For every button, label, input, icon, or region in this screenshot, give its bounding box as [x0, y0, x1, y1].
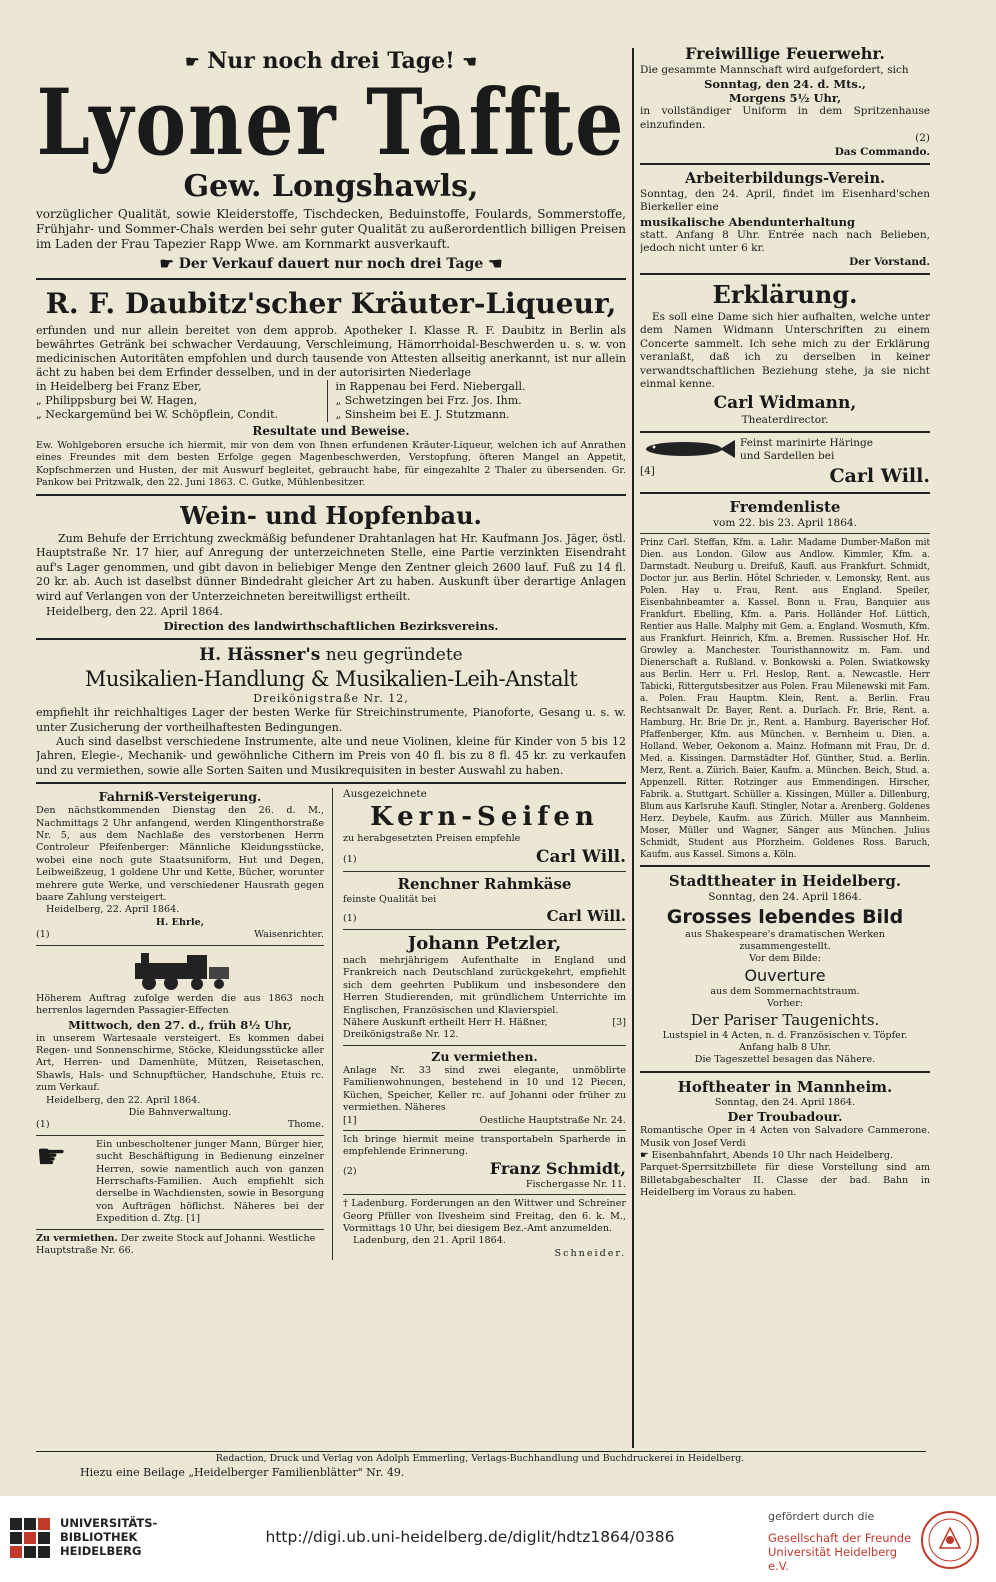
erklaerung-body: Es soll eine Dame sich hier aufhalten, welche unter dem Namen Widmann Unterschriften zu einem Concerte sammelt. Ich sehe mich zu der Erklärung veranlaßt, daß ich zu derselben in keiner verwandtschaftlichen Beziehung stehe, ja sie nicht einmal kenne. [640, 311, 930, 391]
vermiethen-small-body: Der zweite Stock auf Johanni. Westliche Hauptstraße Nr. 66. [36, 1232, 316, 1256]
sponsor-pre: gefördert durch die [768, 1510, 875, 1523]
erklaerung-ad [640, 279, 930, 427]
stadttheater-start: Anfang halb 8 Uhr. [739, 1041, 831, 1053]
liqueur-body: erfunden und nur allein bereitet von dem approb. Apotheker I. Klasse R. F. Daubitz in Berlin als bewährtes Getränk bei schwacher Verdauung, Verschleimung, Hämorrhoidal-Beschwerden u. s. w. von medicinischen Autoritäten empfohlen und durch tausende von Attesten allseitig anerkannt, ist nur allein ächt zu haben bei dem Erfinder desselben, und in der autorisirten Niederlage [36, 324, 626, 379]
depot-item: „ Philippsburg bei W. Hagen, [36, 394, 198, 407]
ad-number: (1) [343, 853, 357, 865]
wein-body: Zum Behufe der Errichtung zweckmäßig befundener Drahtanlagen hat Hr. Kaufmann Jos. Jäger, östl. Hauptstraße Nr. 17 hier, auf Anregung der unterzeichneten Stelle, eine Partie verzinkten Eisendraht auf's Lager genommen, und gibt davon in beliebiger Menge den Zentner gleich 2600 lauf. Fuß zu 14 fl. 20 kr. ab. Auch ist daselbst dünner Bindedraht gleicher Art zu haben. Auskunft über derartige Anlagen wird auf Verlangen von der Unterzeichneten bereitwilligst ertheilt. [36, 531, 626, 603]
feuerwehr-signer: Das Commando. [834, 145, 930, 158]
pointing-hand-icon: ☛ [640, 1150, 652, 1161]
railway-signer: Die Bahnverwaltung. [128, 1106, 232, 1118]
wein-signature: Direction des landwirthschaftlichen Bezirksvereins. [163, 619, 499, 634]
petzler-info: Nähere Auskunft ertheilt Herr H. Häßner, Dreikönigstraße Nr. 12. [343, 1017, 548, 1041]
kernseife-title: Kern-Seifen [370, 802, 599, 833]
erklaerung-signer-title: Theaterdirector. [741, 413, 829, 426]
divider [36, 782, 626, 784]
taffte-title: Lyoner Taffte [36, 69, 626, 176]
divider [36, 945, 324, 946]
haessner-body1: empfiehlt ihr reichhaltiges Lager der besten Werke für Streichinstrumente, Pianoforte, Gesang u. s. w. unter Zusicherung der vortheilhaftesten Bedingungen. [36, 706, 626, 734]
erklaerung-title: Erklärung. [712, 280, 858, 310]
lower-right-col [333, 788, 626, 1260]
wein-ad [36, 500, 626, 635]
divider [640, 865, 930, 867]
feuerwehr-title: Freiwillige Feuerwehr. [685, 44, 885, 63]
haessner-name: H. Hässner's [199, 645, 321, 666]
fahrniss-body: Den nächstkommenden Dienstag den 26. d. M., Nachmittags 2 Uhr anfangend, werden Klingenthorstraße Nr. 5, aus dem Nachlaße des verstorbenen Herrn Controleur Pfeifenberger: Männliche Kleidungsstücke, wobei eine noch gute Staatsuniform, Hut und Degen, Leibweißzeug, 1 goldene Uhr und Kette, Bücher, worunter mehrere gute Werke, und verschiedener Hausrath gegen baare Zahlung versteigert. [36, 805, 324, 904]
ad-number: (1) [36, 1119, 50, 1131]
hoftheater-play: Der Troubadour. [727, 1109, 843, 1125]
fahrniss-signer-title: Waisenrichter. [254, 929, 324, 941]
taffte-subtitle: Gew. Longshawls, [183, 169, 479, 204]
arbeiter-signer: Der Vorstand. [849, 255, 930, 268]
hoftheater-ad [640, 1077, 930, 1200]
arbeiter-highlight: musikalische Abendunterhaltung [640, 214, 856, 229]
ladenburg-date: Ladenburg, den 21. April 1864. [353, 1235, 506, 1247]
rahmkaese-seller: Carl Will. [546, 907, 626, 926]
divider [36, 1135, 324, 1136]
divider [36, 1229, 324, 1230]
railway-body2: in unserem Wartesaale versteigert. Es kommen dabei Regen- und Sonnenschirme, Stöcke, Kleidungsstücke aller Art, Herren- und Damenhüte, Mützen, Reisetaschen, Shawls, Hals- und Schnupftücher, Handschuhe, Etuis rc. zum Verkauf. [36, 1032, 324, 1094]
petzler-title: Johann Petzler, [407, 933, 562, 955]
hoftheater-body3: Parquet-Sperrsitzbillete für diese Vorstellung sind am Billetabgabeschalter II. Classe der bad. Bahn in Heidelberg im Voraus zu haben. [640, 1162, 930, 1199]
ad-number: (2) [343, 1165, 357, 1177]
library-line: UNIVERSITÄTS- [60, 1516, 158, 1530]
library-logo [8, 1516, 52, 1560]
arbeiter-body2: statt. Anfang 8 Uhr. Entrée nach nach Belieben, jedoch nicht unter 6 kr. [640, 228, 930, 255]
digitization-footer [0, 1496, 996, 1582]
fahrniss-signer: H. Ehrle, [155, 916, 205, 928]
divider [640, 492, 930, 494]
stadttheater-ad [640, 871, 930, 1067]
divider [343, 1194, 626, 1195]
railway-date: Heidelberg, den 22. April 1864. [46, 1094, 201, 1106]
left-column [36, 44, 626, 1444]
rahmkaese-body: feinste Qualität bei [343, 893, 437, 905]
stadttheater-title: Stadttheater in Heidelberg. [668, 872, 902, 891]
ad-number: [3] [612, 1017, 626, 1029]
stadttheater-body5: Lustspiel in 4 Acten, n. d. Französischen v. Töpfer. [662, 1029, 908, 1041]
schmidt-body: Ich bringe hiermit meine transportabeln Sparherde in empfehlende Erinnerung. [343, 1133, 626, 1158]
depot-item: „ Sinsheim bei E. J. Stutzmann. [335, 408, 510, 421]
fahrniss-title: Fahrniß-Versteigerung. [98, 789, 262, 805]
vermiethen-body: Anlage Nr. 33 sind zwei elegante, unmöblirte Familienwohnungen, bestehend in 10 und 12 Piecen, Küchen, Speicher, Keller rc. auf Johanni oder früher zu vermiethen. Näheres [343, 1064, 626, 1114]
pointing-hand-icon: ☛ [159, 254, 174, 273]
ad-number: [1] [343, 1114, 357, 1126]
sponsor-line: Gesellschaft der Freunde [768, 1531, 912, 1545]
divider [343, 871, 626, 872]
sponsor-line: Universität Heidelberg e.V. [768, 1545, 898, 1573]
lower-left-area [36, 788, 626, 1260]
wein-date: Heidelberg, den 22. April 1864. [46, 604, 223, 618]
erklaerung-signer: Carl Widmann, [713, 392, 857, 413]
feuerwehr-date2: Morgens 5½ Uhr, [728, 91, 842, 106]
library-logo-icon [8, 1516, 52, 1560]
ladenburg-signer: Schneider. [554, 1247, 626, 1259]
stadttheater-date: Sonntag, den 24. April 1864. [708, 891, 862, 904]
taffte-body: vorzüglicher Qualität, sowie Kleiderstoffe, Tischdecken, Beduinstoffe, Foulards, Sommerstoffe, Frühjahr- und Sommer-Chals werden bei sehr guter Qualität zu außerordentlich billigen Preisen im Laden der Frau Tapezier Rapp Wwe. am Kornmarkt ausverkauft. [36, 207, 626, 251]
hoftheater-title: Hoftheater in Mannheim. [677, 1077, 893, 1096]
taffte-ad [36, 48, 626, 274]
testimonial: Ew. Wohlgeboren ersuche ich hiermit, mir von dem von Ihnen erfundenen Kräuter-Liqueur, welchen ich auf Anrathen eines Freundes mit dem besten Erfolge gegen Magenbeschwerden, Verstopfung, öfteren Mangel an Appetit, Kopfschmerzen und Husten, der mit Auswurf begleitet, gebraucht habe, für eingezahlte 2 Thaler zu übersenden. Gr. Pankow bei Pritzwalk, den 22. Juni 1863. C. Gutke, Mühlenbesitzer. [36, 440, 626, 489]
haering-seller: Carl Will. [829, 464, 930, 487]
kernseife-body: zu herabgesetzten Preisen empfehle [343, 833, 521, 845]
depot-item: „ Neckargemünd bei W. Schöpflein, Condit. [36, 408, 279, 421]
petzler-body: nach mehrjährigem Aufenthalte in England und Frankreich nach Deutschland zurückgekehrt, empfiehlt sich dem geehrten Publikum und insbesondere den Herren Studierenden, mit gründlichem Unterrichte im Englischen, Französischen und Klavierspiel. [343, 955, 626, 1016]
stadttheater-ouverture: Ouverture [744, 965, 826, 985]
seal-logo [920, 1510, 980, 1570]
hoftheater-body2: Eisenbahnfahrt, Abends 10 Uhr nach Heidelberg. [651, 1150, 894, 1161]
haessner-title: Musikalien-Handlung & Musikalien-Leih-Anstalt [84, 667, 578, 692]
haering-line2: und Sardellen bei [740, 450, 835, 463]
university-seal-icon [920, 1510, 980, 1570]
fish-icon [640, 437, 736, 461]
railway-body1: Höherem Auftrag zufolge werden die aus 1863 noch herrenlos lagernden Passagier-Effecten [36, 992, 324, 1017]
library-line: BIBLIOTHEK [60, 1530, 138, 1544]
depot-item: in Heidelberg bei Franz Eber, [36, 380, 202, 393]
pointing-hand-icon: ☚ [488, 254, 503, 273]
schmidt-address: Fischergasse Nr. 11. [525, 1178, 626, 1190]
source-url[interactable]: http://digi.ub.uni-heidelberg.de/diglit/hdtz1864/0386 [265, 1528, 675, 1546]
mann-body: Ein unbescholtener junger Mann, Bürger hier, sucht Beschäftigung in Bedienung einzelner Herren, sowie namentlich auch von ganzen Herrschafts-Familien. Auch empfiehlt sich derselbe in Wachdiensten, sowie in Besorgung von Aufträgen höflichst. Näheres bei der Expedition d. Ztg. [1] [96, 1138, 324, 1225]
stadttheater-play: Der Pariser Taugenichts. [690, 1010, 880, 1029]
lower-left-col [36, 788, 333, 1260]
feuerwehr-ad [640, 44, 930, 159]
pointing-hand-icon: ☛ [36, 1136, 67, 1177]
library-name [60, 1516, 157, 1558]
kernseife-seller: Carl Will. [536, 846, 626, 867]
sponsor [768, 1510, 918, 1573]
fremdenliste-body: Prinz Carl. Steffan, Kfm. a. Lahr. Madame Dumber-Maßon mit Dien. aus London. Gilow aus Andlow. Kimmler, Kfm. a. Darmstadt. Neuburg u. Dreifuß, Kaufl. aus Frankfurt. Schmidt, Doctor jur. aus Berlin. Hôtel Schrieder. v. Lemonsky, Rent. aus Polen. Hay u. Frau, Rent. aus England. Speiler, Eisenbahnbeamter a. Kassel. Bonn u. Frau, Banquier aus Frankfurt. Ebelling, Kfm. a. Paris. Holländer Hof. Lüttich, Rentier aus Halle. Malphy mit Gem. a. England. Wosmuth, Kfm. aus Frankfurt. Heinrich, Kfm. a. Bremen. Russischer Hof. Hr. Growley a. Manchester. Touristhannowitz m. Fam. und Dienerschaft a. Rußland. v. Bonkowski a. Polen. Swiatkowsky aus Berlin. Herr u. Frl. Heslop, Rent. a. Newcastle. Herr Tabicki, Rittergutsbesitzer aus Polen. Frau Milenewski mit Fam. a. Polen. Frau Hauptm. Klein, Rent. a. Berlin. Frau Rechtsanwalt Dr. Bayer, Rent. a. Durlach. Fr. Brie, Rent. a. Hamburg. Hr. Brie Dr. jr., Rent. a. Hamburg. Bayerischer Hof. Pfaffenberger, Kfm. aus München. v. Bernheim u. Dien. a. Holland. Weber, Oekonom a. Mainz. Hofmann mit Frau, Dr. d. Med. a. Kissingen. Darmstädter Hof. Günther, Stud. a. Berlin. Merz, Rent. a. Zürich. Baier, Kaufm. a. München. Beich, Stud. a. Appenzell. Ritter. Rotzinger aus Emmendingen. Hirscher, Fabrik. a. Stuttgart. Schüller a. Kissingen, Müller a. Dillenburg, Blum aus Karlsruhe Kaufl. Stingler, Notar a. Arenberg. Goldenes Herz. Deybele, Kaufm. aus Zürich. Müller aus Mannheim. Moser, Müller und Wagner, Sänger aus München. Julius Schmidt, Student aus Pforzheim. Goldenes Ross. Baruch, Kaufm. aus Kassel. Simons a. Köln. [640, 538, 930, 861]
fremdenliste-date: vom 22. bis 23. April 1864. [713, 516, 857, 529]
haessner-body2: Auch sind daselbst verschiedene Instrumente, alte und neue Violinen, kleine für Kinder von 5 bis 12 Jahren, Elegie-, Mechanik- und gewöhnliche Cithern im Preis von 40 fl. bis zu 8 fl. 45 kr. zu verkaufen und zu vermiethen, sowie alle Sorten Saiten und Musikrequisiten in bester Auswahl zu haben. [36, 735, 626, 777]
fahrniss-date: Heidelberg, 22. April 1864. [46, 904, 180, 916]
wein-title: Wein- und Hopfenbau. [180, 500, 482, 530]
stadttheater-body2: Vor dem Bilde: [749, 953, 821, 965]
railway-date-line: Mittwoch, den 27. d., früh 8½ Uhr, [68, 1017, 292, 1032]
beilage-note: Hiezu eine Beilage „Heidelberger Familienblätter" Nr. 49. [80, 1466, 405, 1479]
liqueur-title: R. F. Daubitz'scher Kräuter-Liqueur, [45, 287, 617, 320]
library-line: HEIDELBERG [60, 1544, 142, 1558]
divider [36, 638, 626, 640]
ladenburg-body: † Ladenburg. Forderungen an den Wittwer und Schreiner Georg Pfüller von Ilvesheim sind Freitag, den 6. k. M., Vormittags 10 Uhr, bei diesigem Bez.-Amt anzumelden. [343, 1198, 626, 1234]
divider [640, 163, 930, 165]
fremdenliste-title: Fremdenliste [729, 497, 841, 516]
kernseife-pre: Ausgezeichnete [343, 788, 427, 801]
arbeiter-title: Arbeiterbildungs-Verein. [684, 170, 886, 188]
stadttheater-body1: aus Shakespeare's dramatischen Werken zusammengestellt. [685, 928, 885, 952]
divider [640, 273, 930, 275]
locomotive-icon [125, 949, 235, 993]
stadttheater-body3: aus dem Sommernachtstraum. [710, 985, 860, 997]
divider [36, 278, 626, 280]
haessner-address: Dreikönigstraße Nr. 12, [253, 692, 409, 706]
divider [640, 1071, 930, 1073]
pointing-hand-icon: ☛ [185, 52, 200, 71]
vermiethen-small-title: Zu vermiethen. [36, 1232, 118, 1244]
taffte-footer: Der Verkauf dauert nur noch drei Tage [178, 256, 484, 272]
hoftheater-date: Sonntag, den 24. April 1864. [714, 1096, 856, 1108]
vermiethen-address: Oestliche Hauptstraße Nr. 24. [479, 1114, 626, 1126]
divider [343, 1130, 626, 1131]
imprint: Redaction, Druck und Verlag von Adolph Emmerling, Verlags-Buchhandlung und Buchdruckerei in Heidelberg. [215, 1453, 745, 1464]
schmidt-name: Franz Schmidt, [489, 1158, 626, 1178]
divider [640, 533, 930, 534]
ad-number: (1) [343, 913, 357, 925]
ad-number: (2) [915, 132, 930, 145]
imprint-rule [36, 1451, 926, 1452]
stadttheater-body4: Vorher: [766, 998, 804, 1010]
rahmkaese-title: Renchner Rahmkäse [397, 874, 572, 893]
locomotive-illustration [36, 949, 324, 993]
hoftheater-body1: Romantische Oper in 4 Acten von Salvadore Cammerone. Musik von Josef Verdi [640, 1125, 930, 1149]
haessner-ad [36, 644, 626, 778]
haering-line1: Feinst marinirte Häringe [740, 436, 873, 449]
stadttheater-note: Die Tageszettel besagen das Nähere. [694, 1054, 876, 1066]
depot-item: in Rappenau bei Ferd. Niebergall. [335, 380, 526, 393]
fremdenliste [640, 498, 930, 861]
ad-number: (1) [36, 929, 50, 941]
depot-list [36, 380, 626, 422]
arbeiter-body1: Sonntag, den 24. April, findet im Eisenhard'schen Bierkeller eine [640, 188, 930, 214]
right-column [640, 44, 930, 1444]
divider [640, 431, 930, 433]
results-title: Resultate und Beweise. [252, 424, 410, 438]
liqueur-ad [36, 284, 626, 490]
stadttheater-headline: Grosses lebendes Bild [666, 905, 904, 928]
column-divider [632, 48, 634, 1448]
taffte-kicker: Nur noch drei Tage! [207, 48, 455, 74]
depot-item: „ Schwetzingen bei Frz. Jos. Ihm. [335, 394, 522, 407]
haering-ad [640, 437, 930, 488]
feuerwehr-date1: Sonntag, den 24. d. Mts., [704, 77, 866, 92]
divider [343, 1045, 626, 1046]
feuerwehr-body2: in vollständiger Uniform in dem Spritzenhause einzufinden. [640, 105, 930, 131]
divider [343, 929, 626, 930]
arbeiter-ad [640, 169, 930, 269]
vermiethen-title: Zu vermiethen. [431, 1048, 538, 1064]
feuerwehr-body1: Die gesammte Mannschaft wird aufgefordert, sich [640, 64, 909, 76]
ad-number: [4] [640, 464, 655, 477]
pointing-hand-icon: ☚ [462, 52, 477, 71]
railway-name: Thome. [287, 1119, 324, 1131]
haessner-name-suffix: neu gegründete [325, 645, 463, 666]
divider [36, 494, 626, 496]
